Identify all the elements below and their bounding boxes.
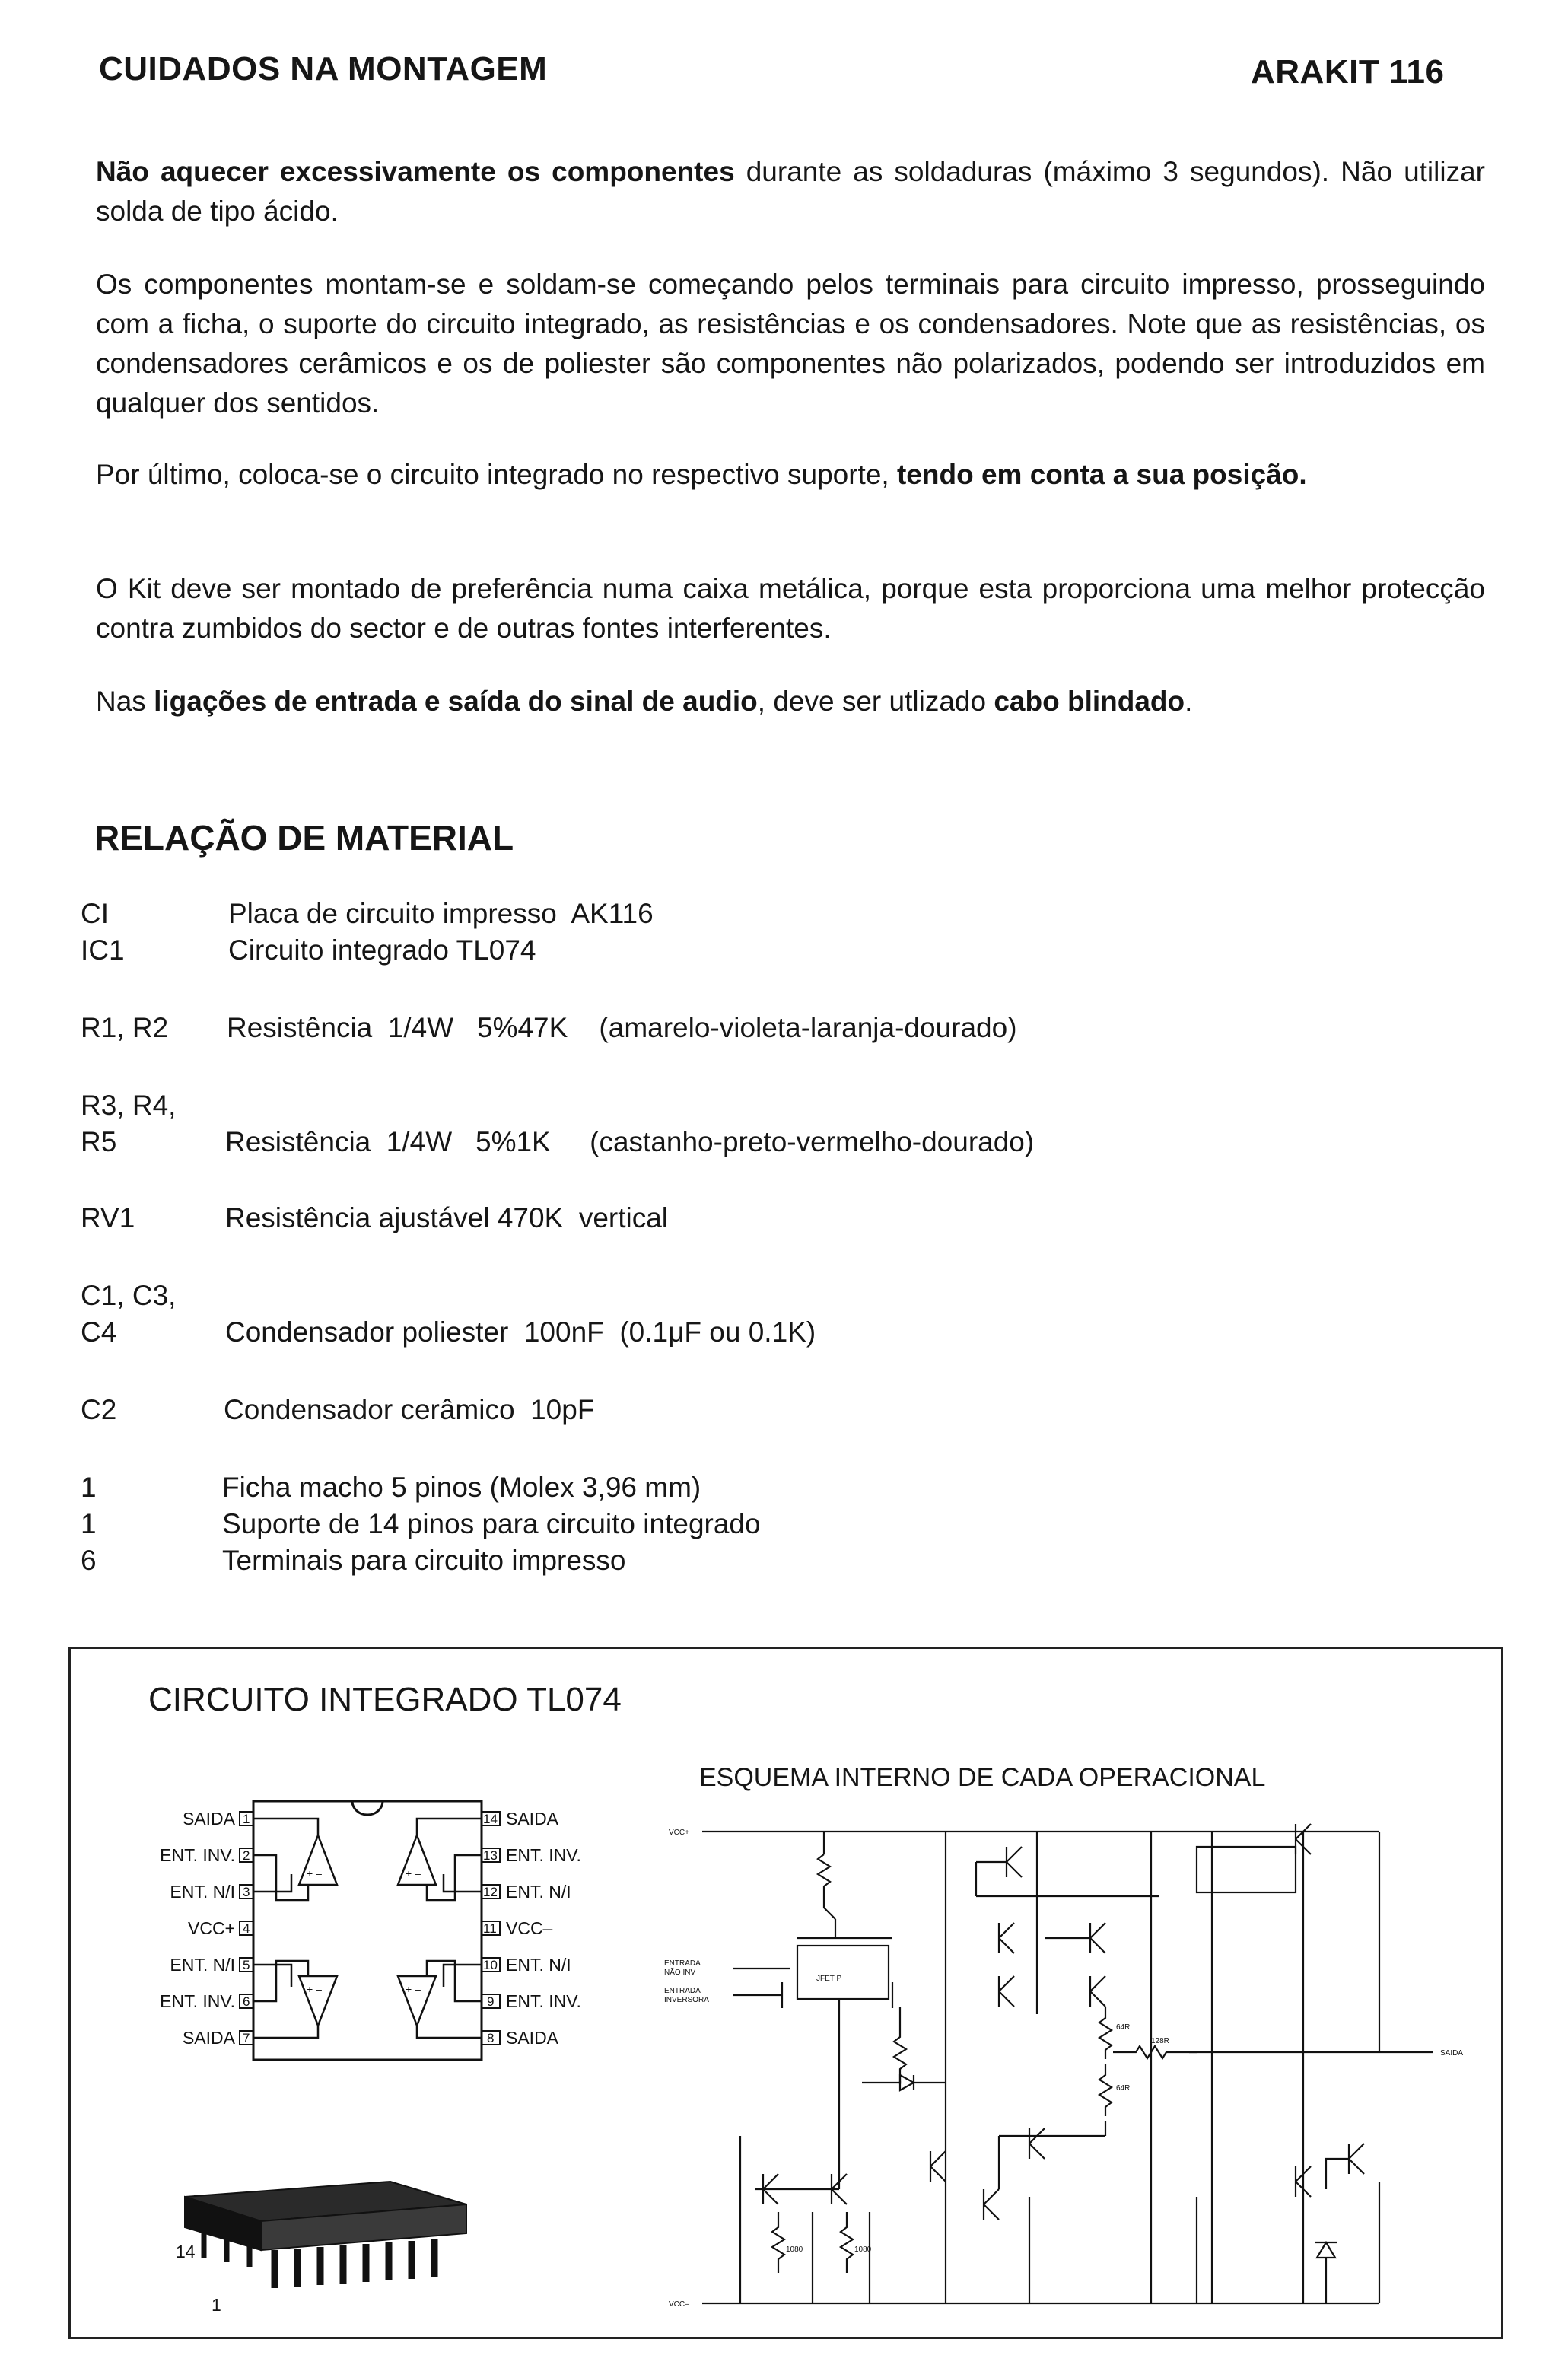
left-pins [160, 1809, 253, 2048]
resistor-1080-right: 1080 [854, 2245, 872, 2254]
resistor-64r-bottom: 64R [1116, 2084, 1131, 2093]
pin-label-left: ENT. INV. [160, 1991, 235, 2011]
material-code: C1, C3, [81, 1280, 177, 1311]
page-header-right: ARAKIT 116 [1251, 53, 1445, 91]
cable-bold-1: ligações de entrada e saída do sinal de audio [154, 686, 758, 717]
material-desc: Condensador cerâmico 10pF [224, 1394, 595, 1425]
pin-label-right: ENT. N/I [506, 1882, 571, 1902]
cable-bold-2: cabo blindado [994, 686, 1185, 717]
material-code: C2 [81, 1394, 117, 1425]
material-code: CI [81, 898, 109, 929]
dip-pin1-label: 1 [212, 2295, 221, 2315]
pin-num-right: 14 [483, 1812, 498, 1826]
pin-label-right: ENT. INV. [506, 1991, 581, 2011]
resistor-128r: 128R [1151, 2037, 1169, 2045]
material-desc: Suporte de 14 pinos para circuito integrado [222, 1508, 761, 1539]
material-code: 1 [81, 1508, 97, 1539]
pin-label-left: SAIDA [182, 2028, 235, 2048]
paragraph-metal-box: O Kit deve ser montado de preferência numa caixa metálica, porque esta proporciona uma melhor protecção contra zumbidos do sector e de outras fontes interferentes. [96, 573, 1485, 644]
material-code: R5 [81, 1126, 117, 1157]
right-pins [482, 1809, 581, 2048]
internal-schematic [664, 1786, 1493, 2326]
pin-label-left: ENT. N/I [170, 1882, 235, 1902]
pin-num-left: 5 [243, 1958, 250, 1972]
input-inv-label-1: ENTRADA [664, 1987, 701, 1995]
pin-num-left: 2 [243, 1848, 250, 1863]
material-code: IC1 [81, 934, 125, 966]
pin-label-left: SAIDA [182, 1809, 235, 1829]
vcc-plus-label: VCC+ [669, 1829, 689, 1837]
pin-num-right: 11 [483, 1921, 497, 1936]
material-code: 1 [81, 1472, 97, 1503]
svg-text:+ –: + – [307, 1983, 322, 1995]
input-noninv-label-2: NÃO INV [664, 1969, 696, 1977]
paragraph-soldering [96, 152, 1485, 231]
pin-label-left: VCC+ [188, 1918, 235, 1938]
cable-text-3: . [1185, 686, 1193, 717]
material-title: RELAÇÃO DE MATERIAL [94, 818, 514, 858]
pin-label-right: VCC– [506, 1918, 553, 1938]
ic-pinout-diagram [71, 1649, 664, 2337]
material-desc: Terminais para circuito impresso [222, 1545, 626, 1576]
material-desc: Resistência 1/4W 5%47K (amarelo-violeta-laranja-dourado) [227, 1012, 1017, 1043]
pin-num-right: 10 [483, 1958, 498, 1972]
paragraph-ic-placement [96, 455, 1485, 495]
pin-label-right: ENT. INV. [506, 1845, 581, 1865]
jfet-label: JFET P [816, 1975, 842, 1983]
material-desc: Circuito integrado TL074 [228, 934, 536, 966]
pin-num-left: 1 [243, 1812, 250, 1826]
resistor-1080-left: 1080 [786, 2245, 803, 2254]
material-desc: Resistência ajustável 470K vertical [225, 1202, 669, 1233]
input-inv-label-2: INVERSORA [664, 1996, 709, 2004]
svg-text:+ –: + – [406, 1983, 421, 1995]
pin-label-left: ENT. N/I [170, 1955, 235, 1975]
cable-text-2: , deve ser utlizado [757, 686, 994, 717]
pin-num-right: 8 [487, 2031, 495, 2045]
page-header-left: CUIDADOS NA MONTAGEM [99, 50, 548, 88]
paragraph-ic-placement-text: Por último, coloca-se o circuito integrado no respectivo suporte, [96, 459, 897, 490]
material-desc: Ficha macho 5 pinos (Molex 3,96 mm) [222, 1472, 701, 1503]
pin-label-right: ENT. N/I [506, 1955, 571, 1975]
pin-num-right: 12 [483, 1885, 498, 1899]
material-desc: Placa de circuito impresso AK116 [228, 898, 654, 929]
material-desc: Condensador poliester 100nF (0.1μF ou 0.1K) [225, 1316, 816, 1348]
output-label: SAIDA [1440, 2049, 1464, 2058]
paragraph-soldering-bold: Não aquecer excessivamente os componentes [96, 156, 735, 187]
resistor-64r-top: 64R [1116, 2023, 1131, 2032]
schematic-title: ESQUEMA INTERNO DE CADA OPERACIONAL [699, 1763, 1266, 1792]
svg-text:+ –: + – [406, 1867, 421, 1879]
paragraph-soldering-text: durante as soldaduras (máximo 3 segundos). Não utilizar solda de tipo ácido. [96, 156, 1485, 227]
paragraph-assembly-order: Os componentes montam-se e soldam-se começando pelos terminais para circuito impresso, prosseguindo com a ficha, o suporte do circuito integrado, as resistências e os condensadores. Note que as resistências, os condensadores cerâmicos e os de poliester são componentes não polarizados, podendo ser introduzidos em qualquer dos sentidos. [96, 269, 1485, 419]
ic-box-title: CIRCUITO INTEGRADO TL074 [148, 1681, 622, 1718]
pin-num-right: 13 [483, 1848, 498, 1863]
input-noninv-label-1: ENTRADA [664, 1959, 701, 1968]
dip-pin14-label: 14 [176, 2242, 196, 2261]
material-code: C4 [81, 1316, 117, 1348]
paragraph-shielded-cable [96, 682, 1485, 721]
pin-label-right: SAIDA [506, 1809, 559, 1829]
svg-text:+ –: + – [307, 1867, 322, 1879]
vcc-minus-label: VCC– [669, 2300, 689, 2309]
dip-package-drawing [185, 2182, 466, 2288]
pin-num-left: 6 [243, 1994, 250, 2009]
pin-num-left: 7 [243, 2031, 250, 2045]
material-desc: Resistência 1/4W 5%1K (castanho-preto-vermelho-dourado) [225, 1126, 1035, 1157]
ic-info-box [68, 1647, 1503, 2339]
opamp-symbols [253, 1819, 482, 2038]
material-code: RV1 [81, 1202, 135, 1233]
pin-num-right: 9 [487, 1994, 495, 2009]
paragraph-ic-placement-bold: tendo em conta a sua posição. [896, 459, 1307, 490]
cable-text-1: Nas [96, 686, 154, 717]
material-code: R3, R4, [81, 1090, 177, 1121]
pin-num-left: 4 [243, 1921, 250, 1936]
material-code: 6 [81, 1545, 97, 1576]
pin-label-right: SAIDA [506, 2028, 559, 2048]
pin-num-left: 3 [243, 1885, 250, 1899]
material-code: R1, R2 [81, 1012, 169, 1043]
pin-label-left: ENT. INV. [160, 1845, 235, 1865]
